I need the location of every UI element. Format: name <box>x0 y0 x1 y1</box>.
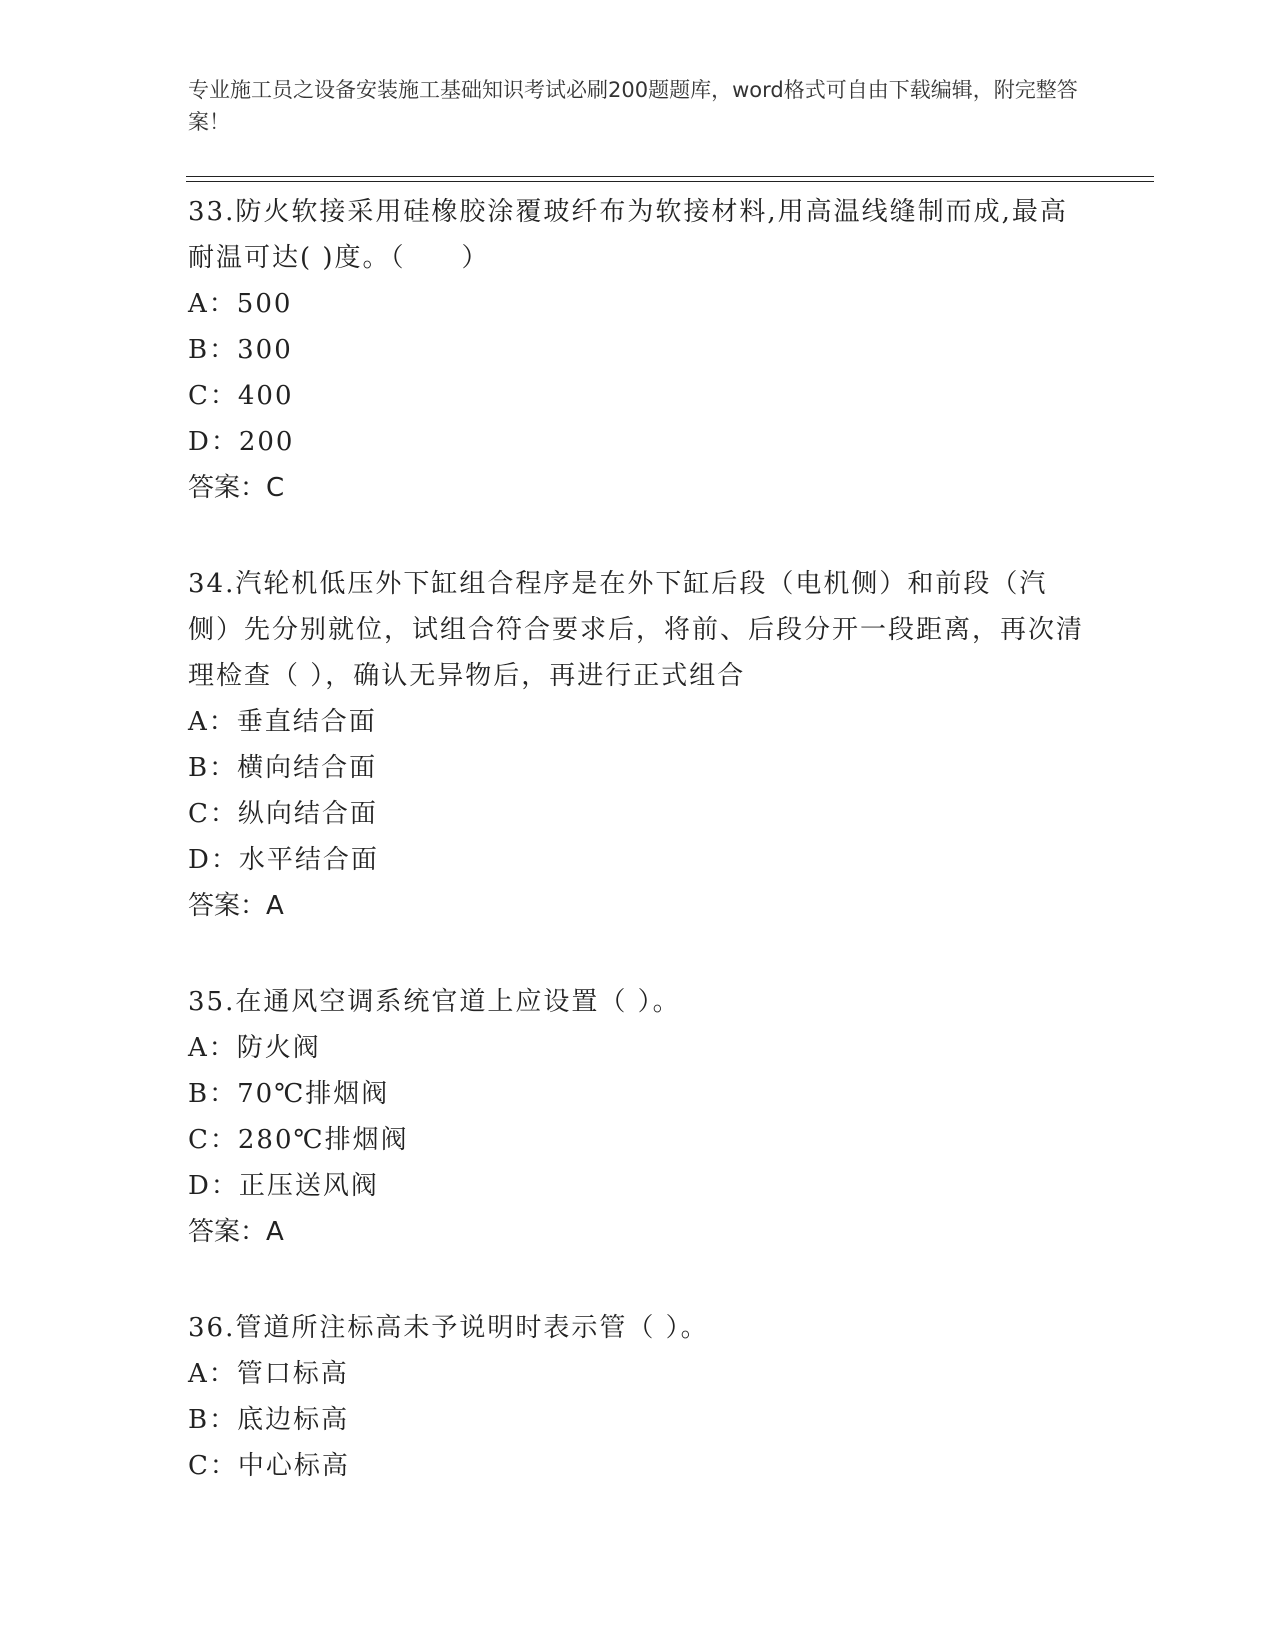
option-b: B：300 <box>188 335 293 365</box>
question-34 <box>188 561 1088 929</box>
option-a: A：管口标高 <box>188 1359 349 1389</box>
header-divider-bottom <box>186 181 1154 182</box>
option-a: A：防火阀 <box>188 1033 321 1063</box>
question-list <box>188 189 1088 1539</box>
option-a: A：垂直结合面 <box>188 707 377 737</box>
question-text: 35.在通风空调系统官道上应设置（ ）。 <box>188 987 681 1017</box>
option-c: C：400 <box>188 381 294 411</box>
option-b: B：70℃排烟阀 <box>188 1079 390 1109</box>
question-35 <box>188 979 1088 1255</box>
option-c: C：280℃排烟阀 <box>188 1125 409 1155</box>
question-33 <box>188 189 1088 511</box>
question-text: 34.汽轮机低压外下缸组合程序是在外下缸后段（电机侧）和前段（汽侧）先分别就位，试组合符合要求后，将前、后段分开一段距离，再次清理检查（ ），确认无异物后，再进行正式组合 <box>188 569 1085 691</box>
question-36 <box>188 1305 1088 1489</box>
answer-line: 答案：A <box>188 1217 284 1247</box>
answer-line: 答案：A <box>188 891 284 921</box>
option-a: A：500 <box>188 289 293 319</box>
option-c: C：中心标高 <box>188 1451 350 1481</box>
option-b: B：底边标高 <box>188 1405 350 1435</box>
question-text: 33.防火软接采用硅橡胶涂覆玻纤布为软接材料,用高温线缝制而成,最高耐温可达( )度。（ ） <box>188 197 1068 273</box>
question-text: 36.管道所注标高未予说明时表示管（ ）。 <box>188 1313 709 1343</box>
answer-line: 答案：C <box>188 473 285 503</box>
option-d: D：200 <box>188 427 295 457</box>
option-c: C：纵向结合面 <box>188 799 378 829</box>
header-divider-top <box>186 176 1154 177</box>
option-b: B：横向结合面 <box>188 753 378 783</box>
option-d: D：正压送风阀 <box>188 1171 379 1201</box>
document-header: 专业施工员之设备安装施工基础知识考试必刷200题题库，word格式可自由下载编辑，附完整答案！ <box>188 78 1078 134</box>
option-d: D：水平结合面 <box>188 845 379 875</box>
